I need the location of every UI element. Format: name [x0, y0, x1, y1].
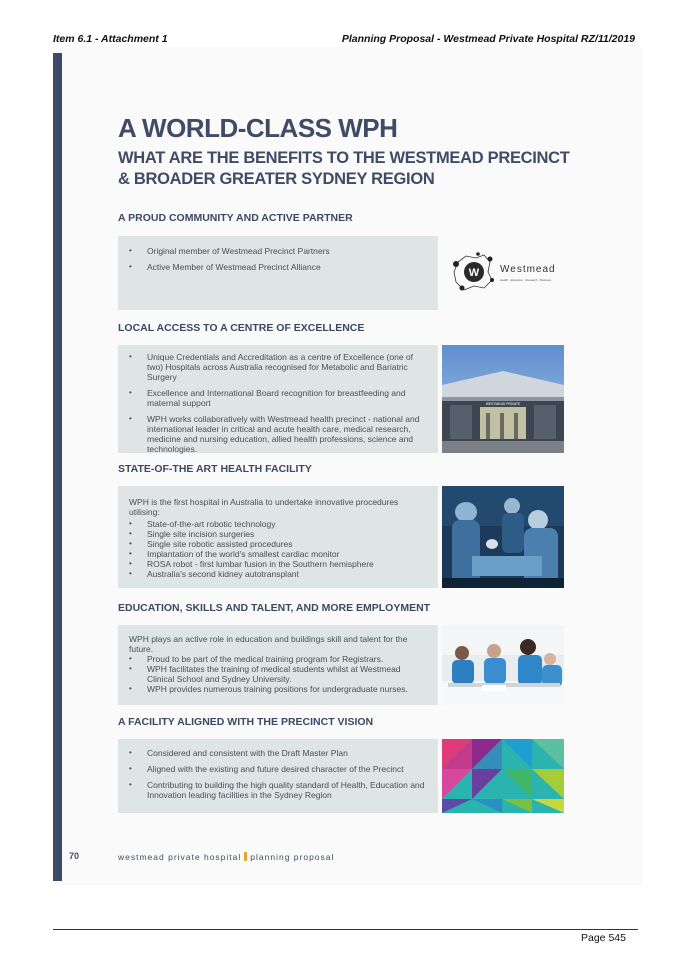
page-title: A WORLD-CLASS WPH: [118, 113, 398, 143]
section-heading-facility: STATE-OF-THE ART HEALTH FACILITY: [118, 463, 312, 475]
list-item: • Excellence and International Board recognition for breastfeeding and maternal support: [118, 388, 428, 408]
list-item: • Australia's second kidney autotransplant: [118, 569, 426, 579]
building-sign: WESTMEAD PRIVATE: [485, 402, 521, 406]
westmead-logo: [448, 250, 566, 294]
logo-tagline: Health · Education · Research · Business: [500, 278, 552, 282]
section-intro: WPH plays an active role in education and buildings skill and talent for the future.: [129, 634, 408, 654]
list-item: • Original member of Westmead Precinct Partners: [118, 246, 438, 256]
training-photo: [442, 625, 564, 705]
logo-wordmark: Westmead: [500, 264, 556, 275]
list-item: • Considered and consistent with the Draft Master Plan: [118, 748, 428, 758]
list-item: • WPH facilitates the training of medical students whilst at Westmead Clinical School and Sydney University.: [118, 664, 428, 684]
list-item: • Implantation of the world's smallest cardiac monitor: [118, 549, 426, 559]
list-item: • Unique Credentials and Accreditation as a centre of Excellence (one of two) Hospitals across Australia recognised for Metabolic and Bariatric Surgery: [118, 352, 428, 382]
surgery-photo: [442, 486, 564, 588]
section-box-facility: [118, 486, 438, 588]
bottom-rule: [53, 929, 638, 930]
footer-left: westmead private hospital: [118, 852, 242, 862]
logo-letter: W: [468, 267, 480, 279]
document-footer: [118, 852, 334, 862]
page-number: 70: [69, 851, 80, 861]
section-box-education: [118, 625, 438, 705]
list-item: • ROSA robot - first lumbar fusion in the Southern hemisphere: [118, 559, 426, 569]
list-item: • WPH works collaboratively with Westmead health precinct - national and international leader in critical and acute health care, medical research, medicine and nursing education, allied health professions, science and technologies.: [118, 414, 428, 454]
list-item: • Active Member of Westmead Precinct Alliance: [118, 262, 438, 272]
list-item: • WPH provides numerous training positions for undergraduate nurses.: [118, 684, 428, 694]
section-box-community: [118, 236, 438, 310]
section-heading-education: EDUCATION, SKILLS AND TALENT, AND MORE EMPLOYMENT: [118, 602, 431, 614]
section-box-vision: [118, 739, 438, 813]
page-subtitle: WHAT ARE THE BENEFITS TO THE WESTMEAD PRECINCT & BROADER GREATER SYDNEY REGION: [118, 149, 570, 188]
header-left: Item 6.1 - Attachment 1: [53, 33, 168, 45]
section-heading-excellence: LOCAL ACCESS TO A CENTRE OF EXCELLENCE: [118, 322, 365, 334]
list-item: • Aligned with the existing and future desired character of the Precinct: [118, 764, 428, 774]
section-intro: WPH is the first hospital in Australia to undertake innovative procedures utilising:: [129, 497, 399, 517]
header-right: Planning Proposal - Westmead Private Hospital RZ/11/2019: [341, 33, 635, 45]
section-heading-vision: A FACILITY ALIGNED WITH THE PRECINCT VISION: [118, 716, 374, 728]
section-heading-community: A PROUD COMMUNITY AND ACTIVE PARTNER: [118, 212, 353, 224]
footer-divider: [244, 852, 247, 861]
footer-right: planning proposal: [250, 852, 335, 862]
list-item: • Single site incision surgeries: [118, 529, 426, 539]
list-item: • Single site robotic assisted procedures: [118, 539, 426, 549]
page-label: Page 545: [581, 932, 626, 944]
geometric-pattern-graphic: [442, 739, 564, 813]
section-box-excellence: [118, 345, 438, 453]
sidebar-stripe: [53, 53, 62, 881]
list-item: • State-of-the-art robotic technology: [118, 519, 426, 529]
list-item: • Proud to be part of the medical training program for Registrars.: [118, 654, 428, 664]
hospital-building-photo: [442, 345, 564, 453]
document-header: [53, 33, 637, 48]
list-item: • Contributing to building the high quality standard of Health, Education and Innovation leading facilities in the Sydney Region: [118, 780, 428, 800]
